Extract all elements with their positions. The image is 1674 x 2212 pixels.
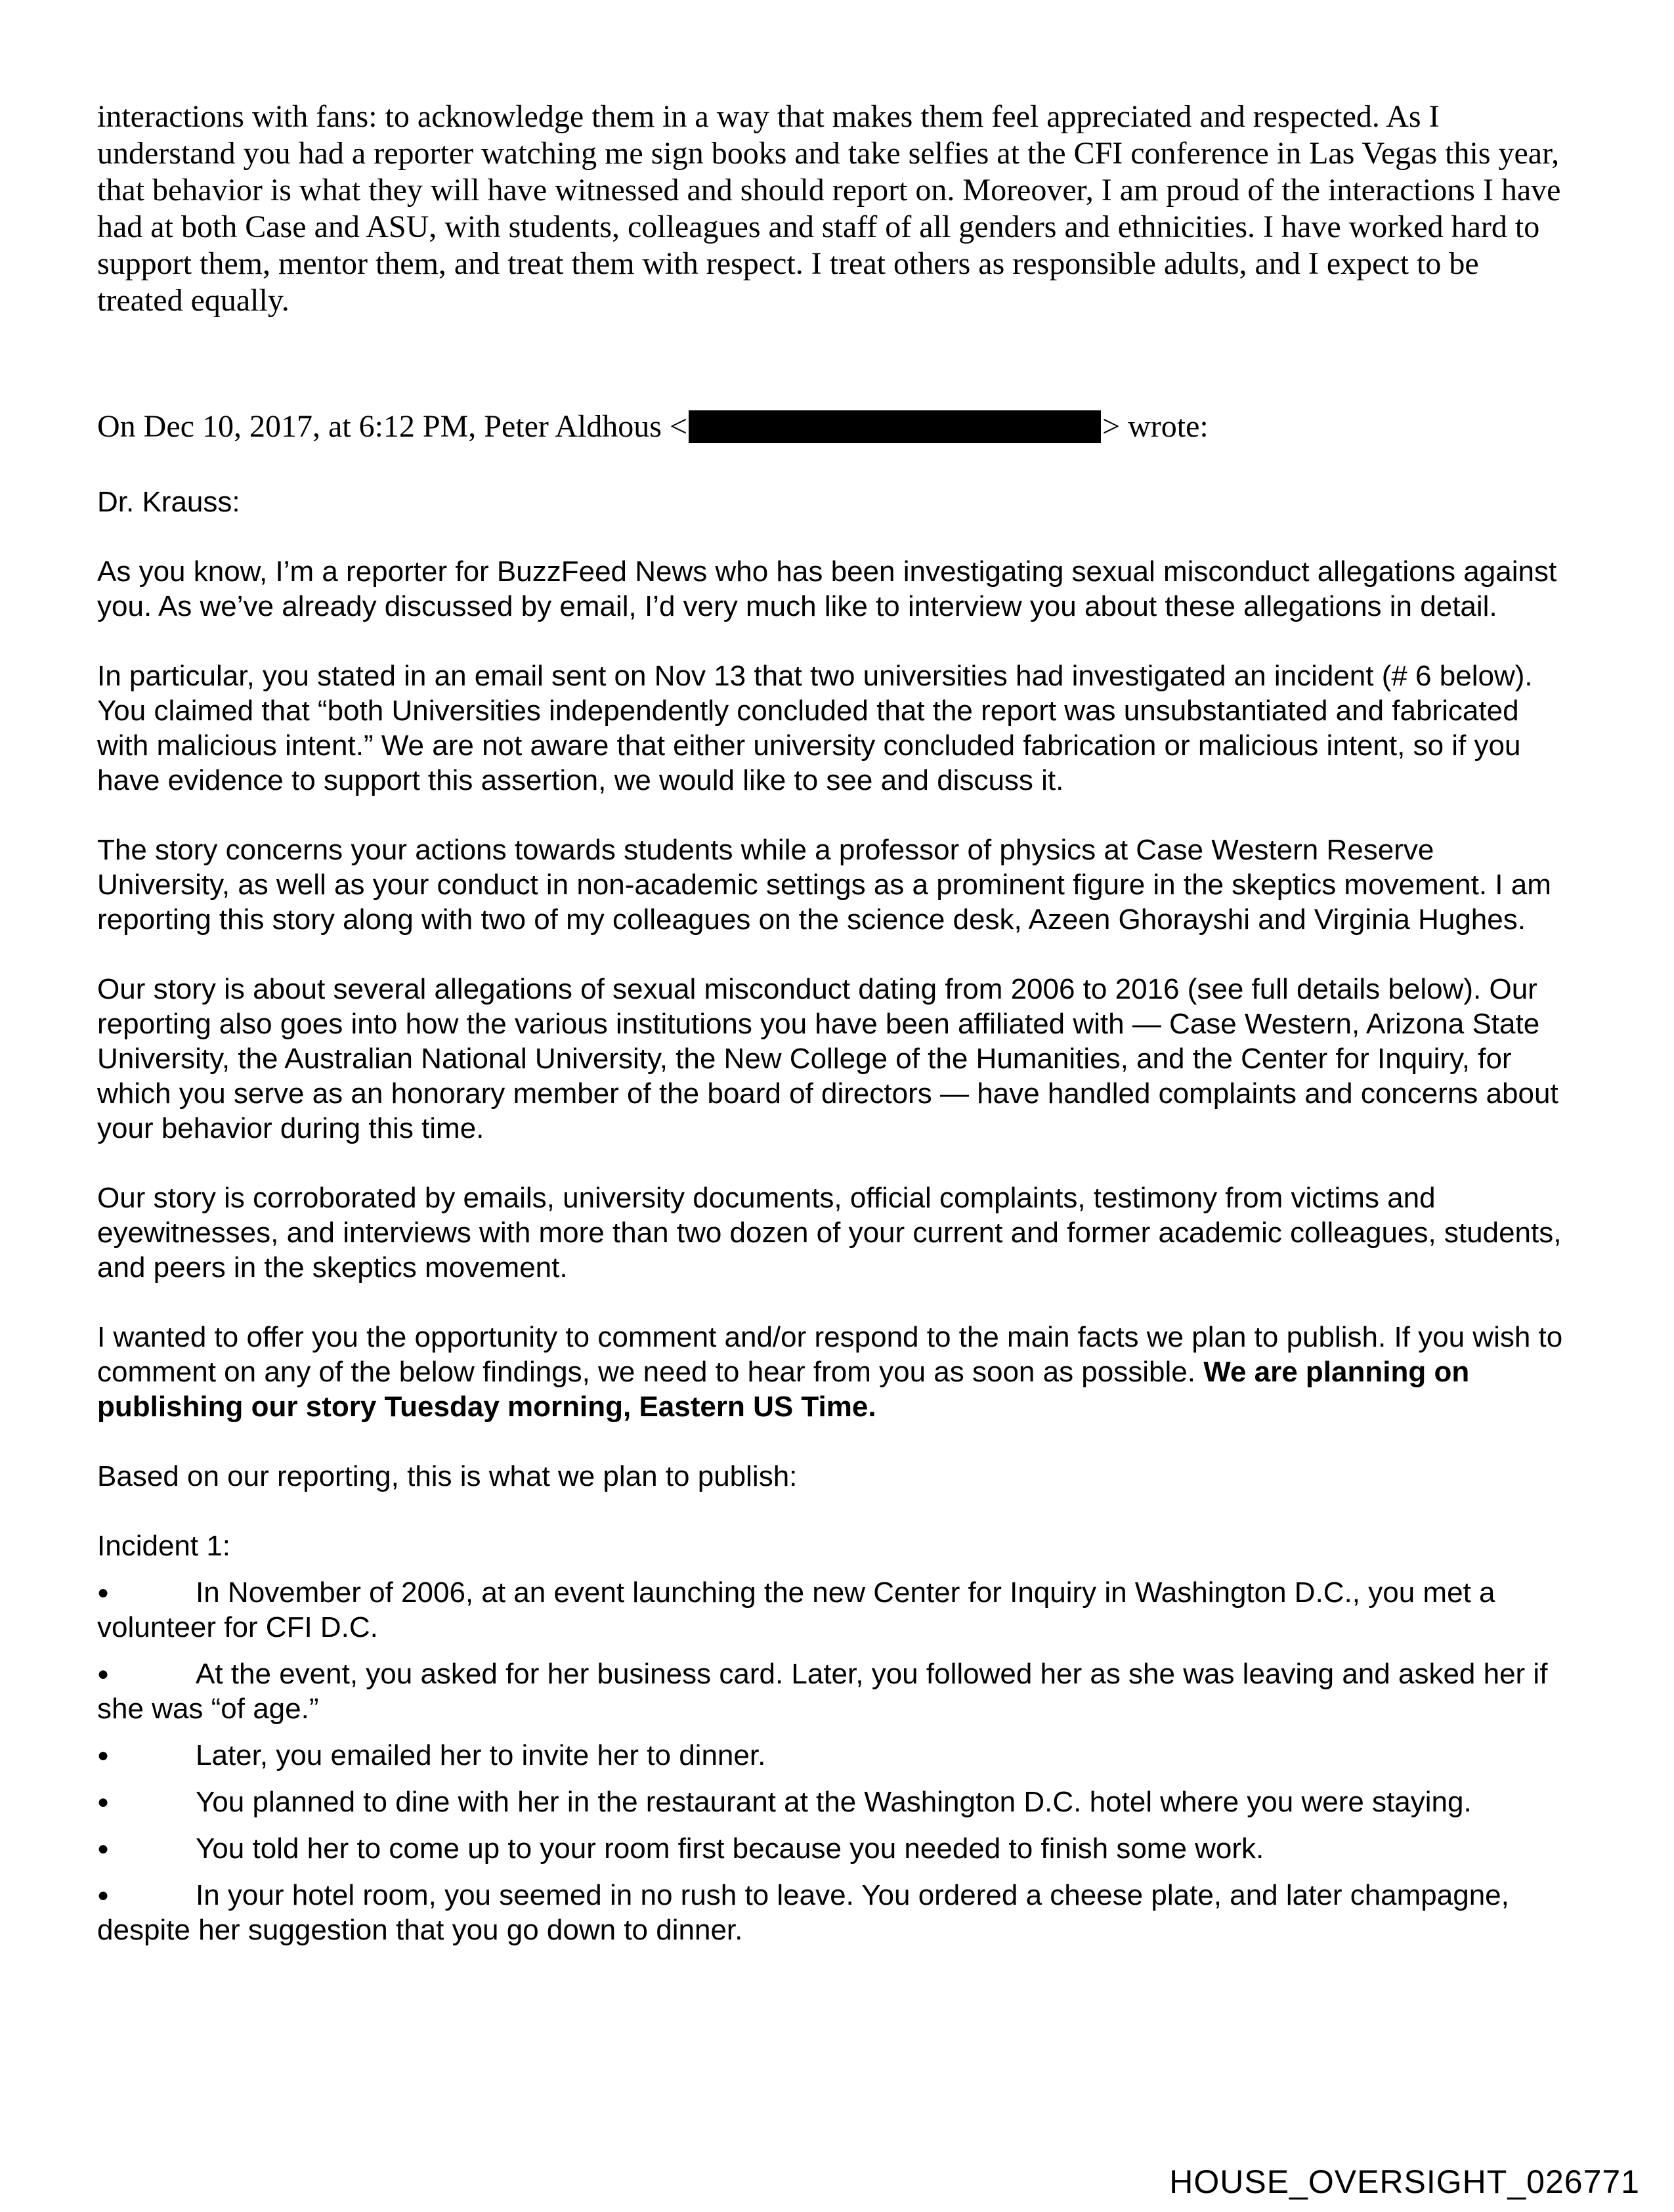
bullet-icon: ● bbox=[97, 1745, 110, 1766]
paragraph-intro: As you know, I’m a reporter for BuzzFeed News who has been investigating sexual misconduct allegations against you. As we’ve already discussed by email, I’d very much like to interview you about these allegations in detail. bbox=[97, 555, 1557, 622]
list-item-text: You planned to dine with her in the restaurant at the Washington D.C. hotel where you were staying. bbox=[196, 1786, 1472, 1818]
paragraph-universities: In particular, you stated in an email sent on Nov 13 that two universities had investigated an incident (# 6 below). You claimed that “both Universities independently concluded that the report was unsubstantiated and fabricated with malicious intent.” We are not aware that either university concluded fabrication or malicious intent, so if you have evidence to support this assertion, we would like to see and discuss it. bbox=[97, 660, 1533, 796]
bullet-icon: ● bbox=[97, 1838, 110, 1859]
header-sender-text: On Dec 10, 2017, at 6:12 PM, Peter Aldhous < bbox=[97, 409, 688, 444]
bullet-icon: ● bbox=[97, 1791, 110, 1813]
paragraph-story-concerns: The story concerns your actions towards students while a professor of physics at Case Western Reserve University, as well as your conduct in non-academic settings as a prominent figure in the skeptics movement. I am reporting this story along with two of my colleagues on the science desk, Azeen Ghorayshi and Virginia Hughes. bbox=[97, 834, 1551, 936]
forwarded-email-header bbox=[97, 408, 1568, 445]
list-item bbox=[97, 1738, 1574, 1773]
bates-stamp: HOUSE_OVERSIGHT_026771 bbox=[1169, 2163, 1640, 2200]
paragraph-plan: Based on our reporting, this is what we plan to publish: bbox=[97, 1460, 798, 1492]
list-item-text: In your hotel room, you seemed in no rush to leave. You ordered a cheese plate, and later champagne, despite her suggestion that you go down to dinner. bbox=[97, 1879, 1509, 1946]
header-wrote-text: > wrote: bbox=[1102, 409, 1209, 444]
list-item bbox=[97, 1785, 1574, 1819]
bullet-icon: ● bbox=[97, 1884, 110, 1906]
paragraph-allegations: Our story is about several allegations of sexual misconduct dating from 2006 to 2016 (see full details below). Our reporting also goes into how the various institutions you have been affiliated with — Case Western, Arizona State University, the Australian National University, the New College of the Humanities, and the Center for Inquiry, for which you serve as an honorary member of the board of directors — have handled complaints and concerns about your behavior during this time. bbox=[97, 973, 1558, 1144]
salutation: Dr. Krauss: bbox=[97, 486, 240, 518]
list-item-text: At the event, you asked for her business card. Later, you followed her as she was leaving and asked her if she was “of age.” bbox=[97, 1658, 1548, 1725]
email-body bbox=[97, 485, 1574, 1959]
list-item-text: Later, you emailed her to invite her to dinner. bbox=[196, 1739, 766, 1771]
list-item bbox=[97, 1575, 1574, 1645]
paragraph-offer-comment bbox=[97, 1320, 1574, 1424]
list-item bbox=[97, 1878, 1574, 1947]
list-item-text: You told her to come up to your room first because you needed to finish some work. bbox=[196, 1832, 1264, 1865]
reply-paragraph: interactions with fans: to acknowledge them in a way that makes them feel appreciated and respected. As I understand you had a reporter watching me sign books and take selfies at the CFI conference in Las Vegas this year, that behavior is what they will have witnessed and should report on. Moreover, I am proud of the interactions I have had at both Case and ASU, with students, colleagues and staff of all genders and ethnicities. I have worked hard to support them, mentor them, and treat them with respect. I treat others as responsible adults, and I expect to be treated equally. bbox=[97, 99, 1561, 318]
list-item bbox=[97, 1657, 1574, 1726]
bullet-icon: ● bbox=[97, 1663, 110, 1685]
redacted-email-address bbox=[689, 410, 1101, 443]
incident-label: Incident 1: bbox=[97, 1530, 231, 1562]
list-item bbox=[97, 1831, 1574, 1866]
offer-comment-text: I wanted to offer you the opportunity to comment and/or respond to the main facts we plan to publish. If you wish to comment on any of the below findings, we need to hear from you as soon as possible. bbox=[97, 1321, 1563, 1388]
publishing-deadline: We are planning on publishing our story Tuesday morning, Eastern US Time. bbox=[97, 1356, 1470, 1423]
paragraph-corroboration: Our story is corroborated by emails, university documents, official complaints, testimony from victims and eyewitnesses, and interviews with more than two dozen of your current and former academic colleagues, students, and peers in the skeptics movement. bbox=[97, 1182, 1562, 1284]
list-item-text: In November of 2006, at an event launching the new Center for Inquiry in Washington D.C., you met a volunteer for CFI D.C. bbox=[97, 1576, 1495, 1643]
bullet-icon: ● bbox=[97, 1582, 110, 1603]
